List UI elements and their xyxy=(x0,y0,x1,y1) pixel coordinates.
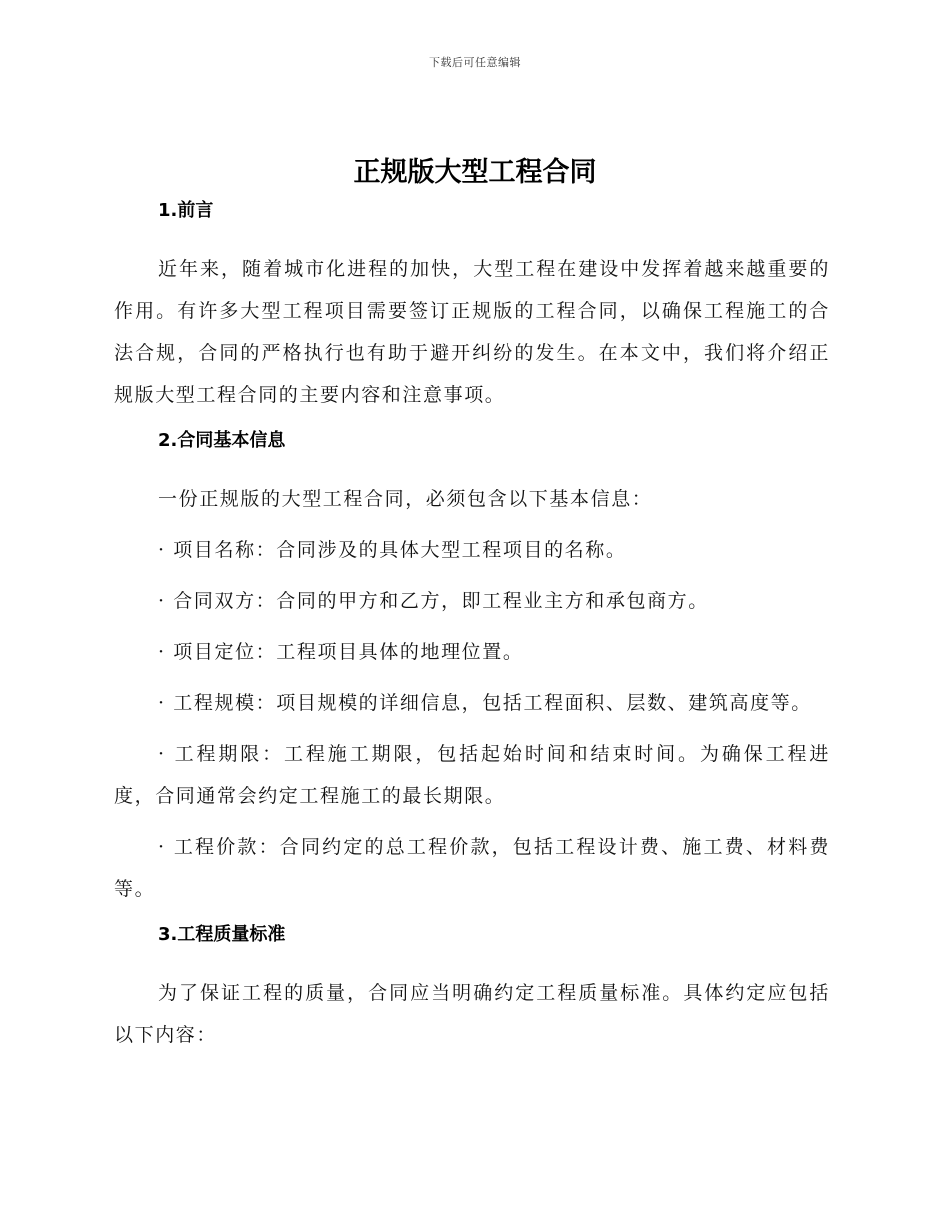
paragraph-preface: 近年来，随着城市化进程的加快，大型工程在建设中发挥着越来越重要的作用。有许多大型工程项目需要签订正规版的工程合同，以确保工程施工的合法合规，合同的严格执行也有助于避开纠纷的发生。在本文中，我们将介绍正规版大型工程合同的主要内容和注意事项。 xyxy=(114,258,830,406)
list-item-project-scale: · 工程规模：项目规模的详细信息，包括工程面积、层数、建筑高度等。 xyxy=(158,692,812,714)
list-item-project-period: · 工程期限：工程施工期限，包括起始时间和结束时间。为确保工程进度，合同通常会约定工程施工的最长期限。 xyxy=(114,743,830,807)
section-heading-quality-standard: 3.工程质量标准 xyxy=(158,924,286,945)
section-heading-preface: 1.前言 xyxy=(158,200,214,221)
page-header-note: 下载后可任意编辑 xyxy=(429,56,521,69)
list-item-project-price: · 工程价款：合同约定的总工程价款，包括工程设计费、施工费、材料费等。 xyxy=(114,836,830,900)
list-item-project-name: · 项目名称：合同涉及的具体大型工程项目的名称。 xyxy=(158,539,627,561)
paragraph-quality-standard: 为了保证工程的质量，合同应当明确约定工程质量标准。具体约定应包括以下内容： xyxy=(114,982,830,1046)
document-body xyxy=(114,196,830,1056)
list-item-contract-parties: · 合同双方：合同的甲方和乙方，即工程业主方和承包商方。 xyxy=(158,590,709,612)
document-title: 正规版大型工程合同 xyxy=(353,157,597,188)
list-item-project-location: · 项目定位：工程项目具体的地理位置。 xyxy=(158,641,524,663)
section-heading-basic-info: 2.合同基本信息 xyxy=(158,430,286,451)
paragraph-basic-info-intro: 一份正规版的大型工程合同，必须包含以下基本信息： xyxy=(158,488,653,510)
